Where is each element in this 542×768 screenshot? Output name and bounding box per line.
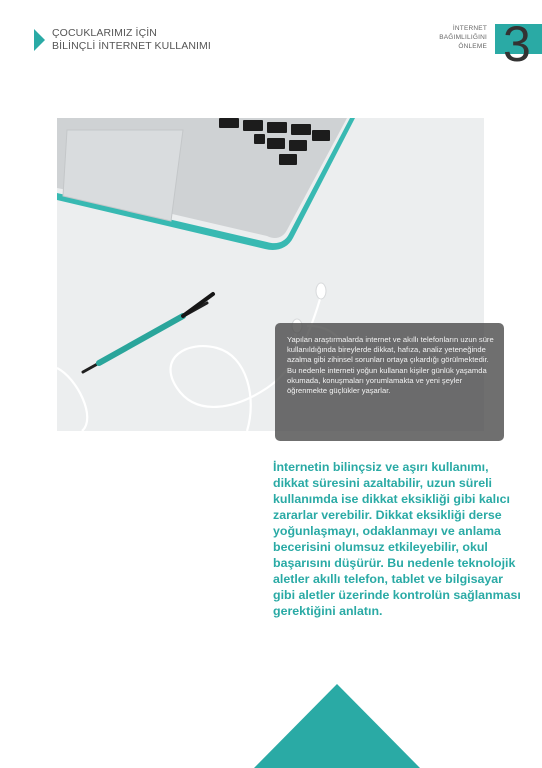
section-label-line2: BAĞIMLILIĞINI bbox=[439, 34, 487, 41]
decorative-triangle bbox=[254, 684, 420, 768]
document-title bbox=[52, 27, 211, 53]
section-label-line3: ÖNLEME bbox=[458, 43, 487, 50]
section-label bbox=[439, 24, 487, 51]
page-number: 3 bbox=[503, 16, 531, 72]
main-paragraph: İnternetin bilinçsiz ve aşırı kullanımı, dikkat süresini azaltabilir, uzun süreli kullanımda ise dikkat eksikliği gibi kalıcı zararlar verebilir. Dikkat eksikliği derse yoğunlaşmayı, odaklanmayı ve anlama becerisini olumsuz etkileyebilir, okul başarısını düşürür. Bu nedenle teknolojik aletler akıllı telefon, tablet ve bilgisayar gibi aletler üzerinde kontrolün sağlanması gerektiğini anlatın. bbox=[273, 460, 521, 618]
arrow-right-icon bbox=[34, 29, 45, 51]
document-title-line2: BİLİNÇLİ İNTERNET KULLANIMI bbox=[52, 40, 211, 52]
section-label-line1: İNTERNET bbox=[452, 25, 487, 32]
document-title-line1: ÇOCUKLARIMIZ İÇİN bbox=[52, 27, 157, 39]
photo-caption: Yapılan araştırmalarda internet ve akıllı telefonların uzun süre kullanıldığında bireylerde dikkat, hafıza, analiz yeteneğinde azalma gibi zihinsel sorunları ortaya çıkardığı görülmektedir. Bu nedenle interneti yoğun kullanan kişiler günlük yaşamda okumada, konuşmaları yorumlamakta ve yeni şeyler öğrenmekte güçlükler yaşarlar. bbox=[275, 323, 504, 441]
